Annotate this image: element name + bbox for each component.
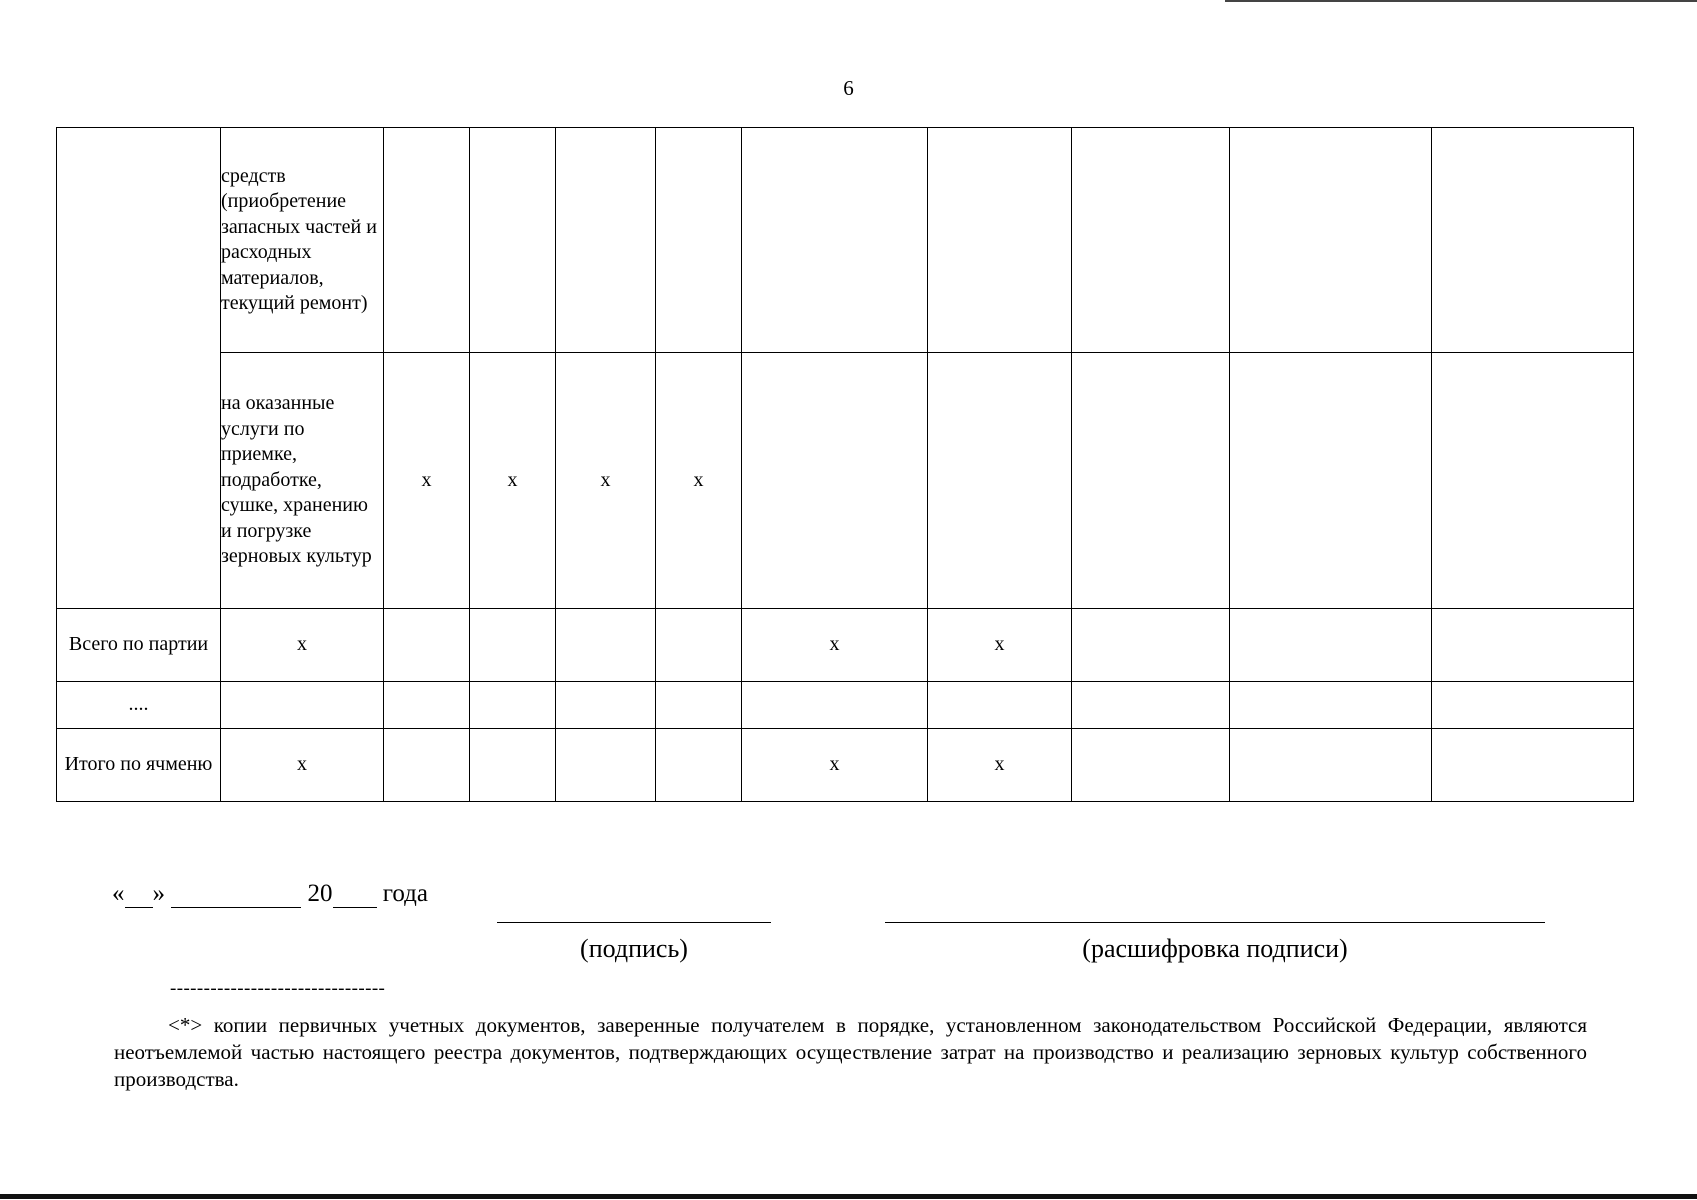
table-cell — [1230, 729, 1432, 802]
table-cell — [742, 682, 928, 729]
table-cell — [1432, 609, 1634, 682]
table-cell — [221, 682, 384, 729]
table-cell — [742, 353, 928, 609]
year-suffix: года — [382, 880, 428, 907]
quote-close: » — [152, 880, 165, 907]
table-cell-x: x — [928, 609, 1072, 682]
year-prefix: 20 — [307, 880, 333, 907]
table-cell — [1230, 128, 1432, 353]
table-cell — [742, 128, 928, 353]
month-blank[interactable] — [171, 883, 301, 908]
day-blank[interactable] — [125, 883, 153, 908]
table-cell-x: x — [470, 353, 556, 609]
table-cell — [556, 682, 656, 729]
table-cell-x: x — [928, 729, 1072, 802]
table-cell — [556, 729, 656, 802]
table-cell — [928, 353, 1072, 609]
table-cell — [1432, 128, 1634, 353]
table-cell — [656, 729, 742, 802]
bottom-edge-line — [0, 1194, 1697, 1199]
table-row — [57, 353, 1634, 609]
table-cell — [1432, 682, 1634, 729]
table-cell — [384, 682, 470, 729]
table-cell — [1432, 729, 1634, 802]
table-cell — [656, 128, 742, 353]
table-cell-x: x — [556, 353, 656, 609]
table-cell — [1072, 609, 1230, 682]
table-cell — [470, 729, 556, 802]
table-cell-x: x — [384, 353, 470, 609]
table-cell — [470, 682, 556, 729]
table-cell — [1072, 729, 1230, 802]
table-cell — [470, 609, 556, 682]
table-cell — [928, 682, 1072, 729]
row-label: Всего по партии — [57, 609, 221, 682]
table-cell-x: x — [221, 729, 384, 802]
footnote-separator: -------------------------------- — [170, 978, 386, 999]
table-row-ellipsis — [57, 682, 1634, 729]
table-cell — [656, 682, 742, 729]
row-label: средств (приобретение запасных частей и расходных материалов, текущий ремонт) — [221, 128, 384, 353]
table-row-total-batch — [57, 609, 1634, 682]
table-cell-x: x — [742, 729, 928, 802]
table-cell — [556, 609, 656, 682]
year-blank[interactable] — [333, 883, 377, 908]
signature-caption: (подпись) — [580, 934, 688, 963]
row-label: на оказанные услуги по приемке, подработке, сушке, хранению и погрузке зерновых культур — [221, 353, 384, 609]
date-field — [112, 880, 428, 908]
signature-line[interactable] — [497, 922, 771, 923]
table-cell-x: x — [742, 609, 928, 682]
table-cell — [1230, 353, 1432, 609]
table-cell — [384, 729, 470, 802]
table-cell — [1432, 353, 1634, 609]
signature-name-caption: (расшифровка подписи) — [1082, 934, 1348, 963]
page-number: 6 — [843, 76, 854, 100]
table-cell — [656, 609, 742, 682]
table-cell — [1072, 353, 1230, 609]
table-cell — [470, 128, 556, 353]
signature-name-line[interactable] — [885, 922, 1545, 923]
table-cell — [928, 128, 1072, 353]
table-cell — [556, 128, 656, 353]
table-cell — [384, 609, 470, 682]
row-label: .... — [57, 682, 221, 729]
table-cell — [1072, 128, 1230, 353]
quote-open: « — [112, 880, 125, 907]
row-label: Итого по ячменю — [57, 729, 221, 802]
table-cell-empty — [57, 128, 221, 609]
footnote-text: <*> копии первичных учетных документов, заверенные получателем в порядке, установленном законодательством Российской Федерации, являются неотъемлемой частью настоящего реестра документов, подтверждающих осуществление затрат на производство и реализацию зерновых культур собственного производства. — [114, 1013, 1587, 1091]
table-cell — [1230, 609, 1432, 682]
table-cell — [384, 128, 470, 353]
table-row — [57, 128, 1634, 353]
top-edge-line — [1225, 0, 1697, 2]
table-row-total-barley — [57, 729, 1634, 802]
table-cell-x: x — [221, 609, 384, 682]
expense-table — [56, 127, 1634, 802]
table-cell — [1072, 682, 1230, 729]
table-cell-x: x — [656, 353, 742, 609]
table-cell — [1230, 682, 1432, 729]
